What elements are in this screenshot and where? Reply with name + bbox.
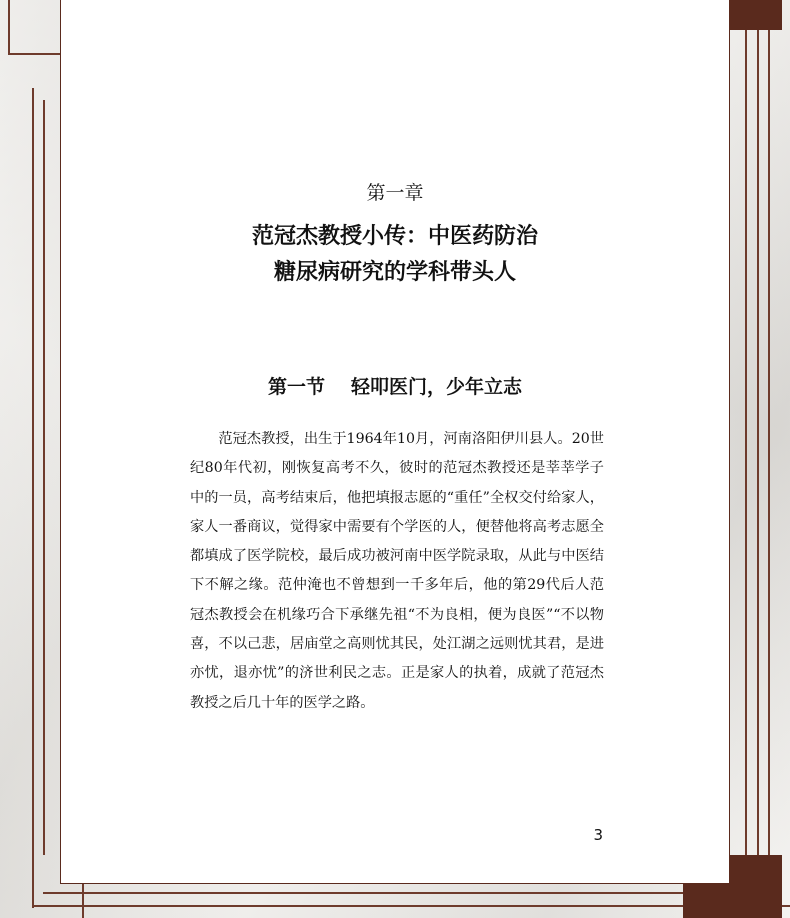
body-paragraph: 范冠杰教授，出生于1964年10月，河南洛阳伊川县人。20世纪80年代初，刚恢复高考不久，彼时的范冠杰教授还是莘莘学子中的一员，高考结束后，他把填报志愿的“重任”全权交付给家人，家人一番商议，觉得家中需要有个学医的人，便替他将高考志愿全都填成了医学院校，最后成功被河南中医学院录取，从此与中医结下不解之缘。范仲淹也不曾想到一千多年后，他的第29代后人范冠杰教授会在机缘巧合下承继先祖“不为良相，便为良医”“不以物喜，不以己悲，居庙堂之高则忧其民，处江湖之远则忧其君，是进亦忧，退亦忧”的济世利民之志。正是家人的执着，成就了范冠杰教授之后几十年的医学之路。: [190, 431, 604, 711]
frame-line-top-left-h: [8, 53, 60, 55]
section-title: 轻叩医门，少年立志: [351, 376, 523, 398]
frame-line-left-inner: [43, 100, 45, 855]
chapter-title-line-1: 范冠杰教授小传：中医药防治: [251, 224, 538, 249]
frame-line-top-left-v: [8, 0, 10, 55]
book-page: [60, 0, 730, 884]
section-heading: [61, 372, 729, 399]
chapter-title: [61, 219, 729, 291]
page-number: 3: [593, 826, 603, 844]
section-number: 第一节: [267, 376, 325, 398]
frame-line-right-b: [757, 30, 759, 855]
chapter-title-line-2: 糖尿病研究的学科带头人: [273, 260, 516, 285]
frame-line-bottom-short: [82, 884, 84, 918]
chapter-label: 第一章: [366, 182, 424, 204]
corner-block-top-right: [730, 0, 782, 30]
corner-block-bottom-step: [683, 884, 730, 918]
frame-line-bottom-inner: [43, 892, 683, 894]
frame-line-left-outer: [32, 88, 34, 908]
frame-line-bottom-outer: [32, 905, 790, 907]
frame-line-right-a: [745, 30, 747, 918]
corner-block-bottom-right: [730, 855, 782, 918]
frame-line-right-c: [768, 30, 770, 855]
